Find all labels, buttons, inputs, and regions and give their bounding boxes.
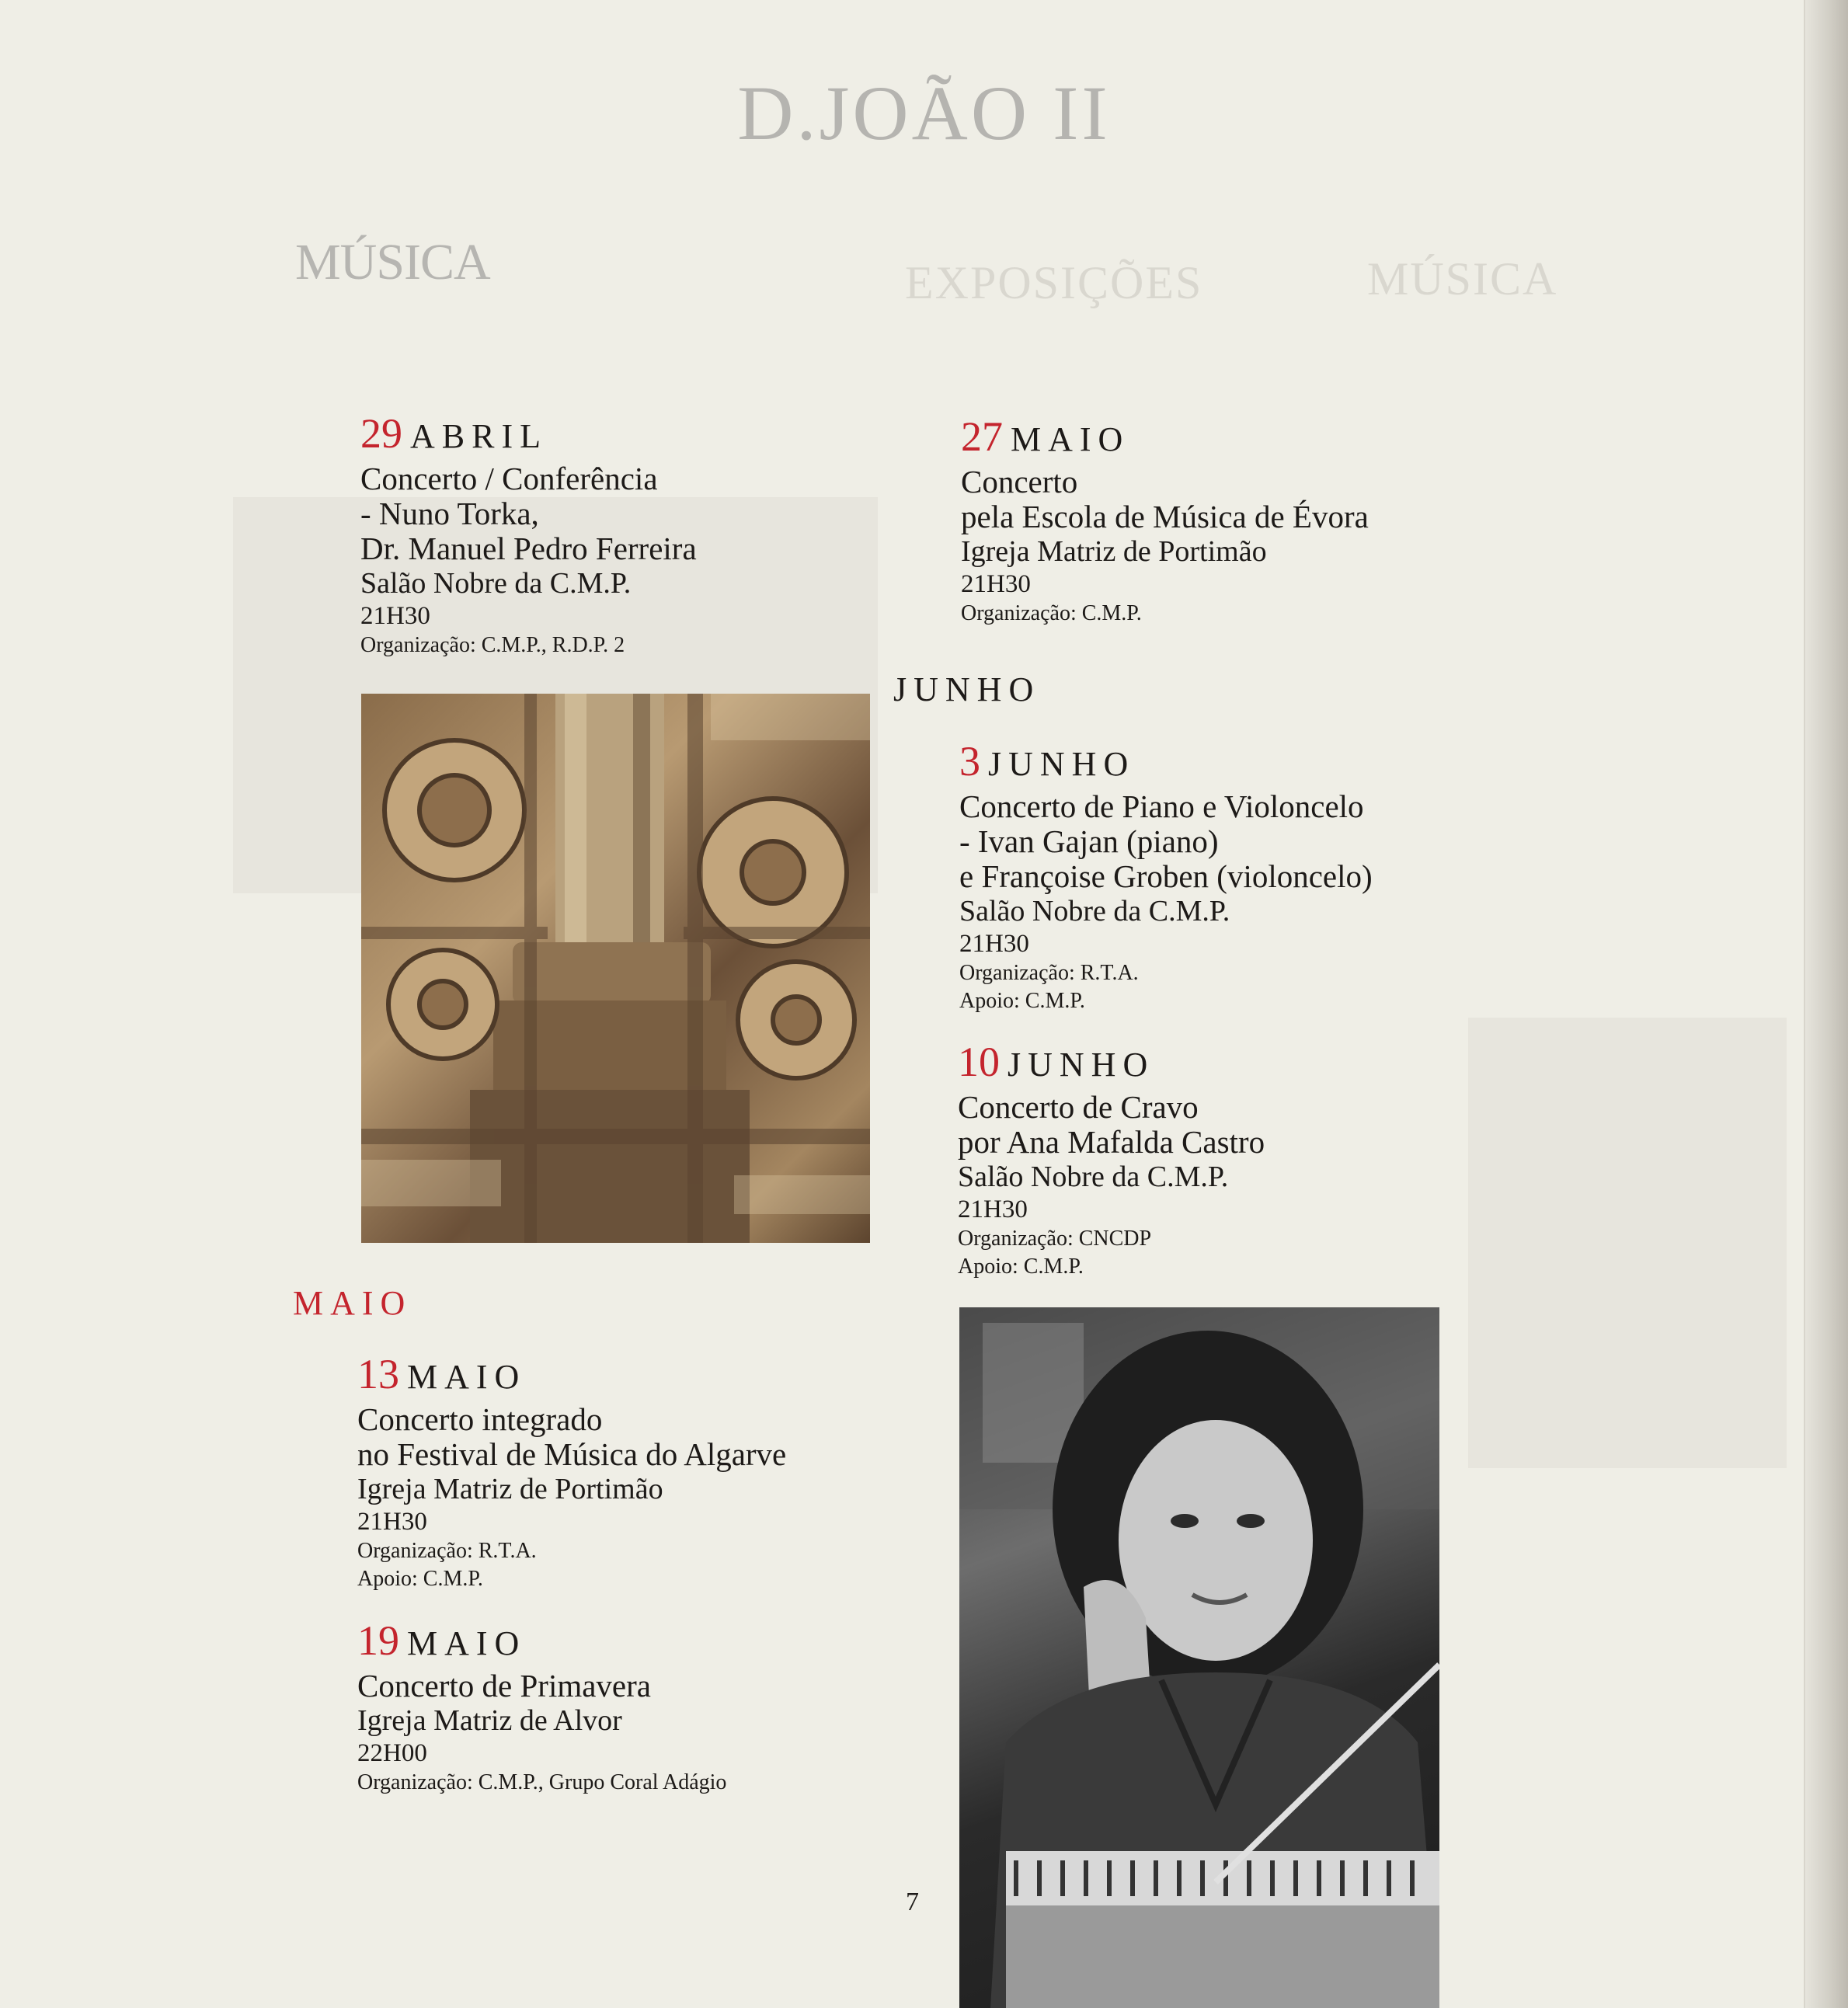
event-title: por Ana Mafalda Castro bbox=[958, 1124, 1265, 1160]
event-organization: Organização: C.M.P., R.D.P. 2 bbox=[360, 633, 625, 657]
event-organization: Organização: C.M.P. bbox=[961, 601, 1142, 625]
event-title: - Nuno Torka, bbox=[360, 496, 539, 531]
bleed-through-text-left: EXPOSIÇÕES bbox=[905, 257, 1203, 308]
event-title: e Françoise Groben (violoncelo) bbox=[959, 858, 1373, 894]
event-title: Concerto / Conferência bbox=[360, 461, 658, 496]
harpsichordist-illustration bbox=[959, 1307, 1439, 2008]
event-title: no Festival de Música do Algarve bbox=[357, 1436, 787, 1472]
section-title: MÚSICA bbox=[295, 234, 490, 291]
event-10-junho bbox=[958, 1037, 1265, 1281]
event-title: Dr. Manuel Pedro Ferreira bbox=[360, 531, 697, 566]
event-3-junho bbox=[959, 736, 1373, 1015]
event-month: MAIO bbox=[1011, 420, 1130, 458]
event-month: ABRIL bbox=[410, 417, 548, 455]
event-month: JUNHO bbox=[1008, 1046, 1155, 1084]
event-venue: Igreja Matriz de Portimão bbox=[357, 1473, 663, 1505]
event-organization: Organização: CNCDP bbox=[958, 1227, 1152, 1251]
event-title: - Ivan Gajan (piano) bbox=[959, 823, 1219, 859]
event-title: Concerto de Piano e Violoncelo bbox=[959, 788, 1364, 824]
event-time: 21H30 bbox=[357, 1508, 427, 1536]
harpsichordist-photo bbox=[959, 1307, 1439, 2008]
month-heading-maio: MAIO bbox=[293, 1284, 412, 1322]
event-venue: Igreja Matriz de Portimão bbox=[961, 535, 1267, 568]
event-support: Apoio: C.M.P. bbox=[958, 1255, 1084, 1279]
event-day: 3 bbox=[959, 738, 980, 785]
event-time: 22H00 bbox=[357, 1739, 427, 1767]
event-month: JUNHO bbox=[988, 745, 1136, 783]
event-title: Concerto integrado bbox=[357, 1401, 603, 1437]
event-date bbox=[959, 736, 1373, 789]
event-date bbox=[357, 1616, 726, 1669]
event-13-maio bbox=[357, 1349, 786, 1593]
event-time: 21H30 bbox=[958, 1195, 1028, 1223]
bleed-through-text-right: MÚSICA bbox=[1367, 253, 1558, 305]
event-organization: Organização: R.T.A. bbox=[357, 1539, 537, 1563]
event-date bbox=[958, 1037, 1265, 1090]
event-time: 21H30 bbox=[959, 930, 1029, 958]
event-organization: Organização: R.T.A. bbox=[959, 961, 1139, 985]
event-venue: Salão Nobre da C.M.P. bbox=[360, 567, 632, 600]
event-29-abril bbox=[360, 409, 697, 659]
event-time: 21H30 bbox=[961, 570, 1031, 598]
event-support: Apoio: C.M.P. bbox=[357, 1567, 483, 1591]
event-day: 10 bbox=[958, 1039, 1000, 1085]
event-19-maio bbox=[357, 1616, 726, 1797]
event-support: Apoio: C.M.P. bbox=[959, 989, 1085, 1013]
page-number: 7 bbox=[906, 1888, 919, 1916]
event-day: 13 bbox=[357, 1351, 399, 1397]
event-date bbox=[360, 409, 697, 461]
event-venue: Salão Nobre da C.M.P. bbox=[959, 895, 1230, 927]
event-venue: Igreja Matriz de Alvor bbox=[357, 1704, 622, 1737]
event-date bbox=[357, 1349, 786, 1402]
event-day: 27 bbox=[961, 413, 1003, 460]
event-time: 21H30 bbox=[360, 602, 430, 630]
event-title: pela Escola de Música de Évora bbox=[961, 499, 1369, 534]
event-venue: Salão Nobre da C.M.P. bbox=[958, 1161, 1229, 1193]
page-edge bbox=[1805, 0, 1848, 2008]
event-month: MAIO bbox=[407, 1624, 527, 1662]
event-title: Concerto bbox=[961, 464, 1078, 499]
bleed-through-block bbox=[1468, 1018, 1787, 1468]
event-date bbox=[961, 412, 1369, 465]
month-heading-junho: JUNHO bbox=[893, 670, 1041, 708]
event-day: 19 bbox=[357, 1617, 399, 1664]
event-title: Concerto de Cravo bbox=[958, 1089, 1199, 1125]
carved-stone-photo bbox=[361, 694, 870, 1243]
header-title: D.JOÃO II bbox=[737, 70, 1111, 156]
carved-stone-illustration bbox=[361, 694, 870, 1243]
event-title: Concerto de Primavera bbox=[357, 1668, 651, 1703]
event-day: 29 bbox=[360, 410, 402, 457]
event-27-maio bbox=[961, 412, 1369, 628]
event-organization: Organização: C.M.P., Grupo Coral Adágio bbox=[357, 1770, 727, 1794]
event-month: MAIO bbox=[407, 1358, 527, 1396]
